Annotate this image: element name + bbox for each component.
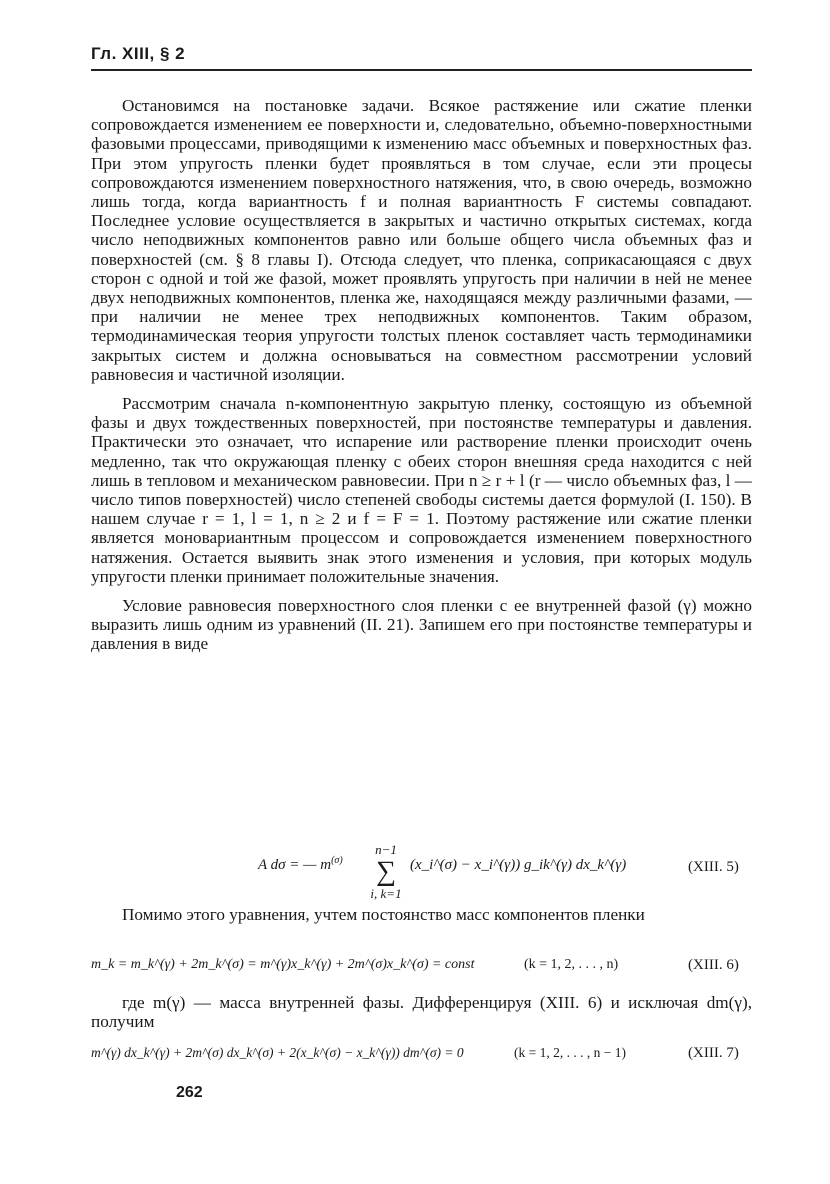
page-number: 262 [176,1084,203,1101]
running-head: Гл. XIII, § 2 [91,44,186,63]
header-rule [91,69,752,71]
summation-sign: n−1 ∑ i, k=1 [368,842,404,902]
equation-xiii-6-range: (k = 1, 2, . . . , n) [524,957,619,972]
equation-number-xiii-6: (XIII. 6) [688,957,739,973]
paragraph-5: где m(γ) — масса внутренней фазы. Дифференцируя (XIII. 6) и исключая dm(γ), получим [91,993,752,1032]
equation-number-xiii-5: (XIII. 5) [688,859,739,875]
paragraph-1: Остановимся на постановке задачи. Всякое растяжение или сжатие пленки сопровождается изменением ее поверхности и, следовательно, объемно-поверхностными фазовыми процессами, приводящими к изменению масс объемных и поверхностных фаз. При этом упругость пленки будет проявляться в том случае, если эти процесы сопровождаются изменением поверхностного натяжения, что, в свою очередь, возможно лишь тогда, когда вариантность f и полная вариантность F системы совпадают. Последнее условие осуществляется в закрытых и частично открытых системах, когда число неподвижных компонентов равно или больше общего числа объемных фаз и поверхностей (см. § 8 главы I). Отсюда следует, что пленка, соприкасающаяся с двух сторон с одной и той же фазой, может проявлять упругость при наличии в ней не менее двух неподвижных компонентов, пленка же, находящаяся между различными фазами, — при наличии не менее трех неподвижных компонентов. Таким образом, термодинамическая теория упругости толстых пленок составляет часть термодинамики закрытых систем и должна основываться на совместном рассмотрении условий равновесия и частичной изоляции. [91,96,752,384]
paragraph-4: Помимо этого уравнения, учтем постоянство масс компонентов пленки [122,905,645,924]
sigma-icon: ∑ [376,856,396,887]
equation-xiii-6: m_k = m_k^(γ) + 2m_k^(σ) = m^(γ)x_k^(γ) + 2m^(σ)x_k^(σ) = const [91,957,475,972]
equation-xiii-7: m^(γ) dx_k^(γ) + 2m^(σ) dx_k^(σ) + 2(x_k^(σ) − x_k^(γ)) dm^(σ) = 0 [91,1045,464,1060]
paragraph-3: Условие равновесия поверхностного слоя пленки с ее внутренней фазой (γ) можно выразить лишь одним из уравнений (II. 21). Запишем его при постоянстве температуры и давления в виде [91,596,752,654]
equation-xiii-5-rhs: (x_i^(σ) − x_i^(γ)) g_ik^(γ) dx_k^(γ) [410,857,627,873]
equation-xiii-7-range: (k = 1, 2, . . . , n − 1) [514,1045,626,1060]
main-text [91,96,752,654]
equation-xiii-5: A dσ = — $m^{(\sigma)}$ [258,855,343,873]
equation-number-xiii-7: (XIII. 7) [688,1045,739,1061]
paragraph-2: Рассмотрим сначала n-компонентную закрытую пленку, состоящую из объемной фазы и двух тождественных поверхностей, при постоянстве температуры и давления. Практически это означает, что испарение или растворение пленки происходит очень медленно, так что окружающая пленку с обеих сторон внешняя среда находится с ней лишь в тепловом и механическом равновесии. При n ≥ r + l (r — число объемных фаз, l — число типов поверхностей) число степеней свободы системы дается формулой (I. 150). В нашем случае r = 1, l = 1, n ≥ 2 и f = F = 1. Поэтому растяжение или сжатие пленки является моновариантным процессом и сопровождается изменением поверхностного натяжения. Остается выявить знак этого изменения и условия, при которых модуль упругости пленки принимает положительные значения. [91,394,752,586]
